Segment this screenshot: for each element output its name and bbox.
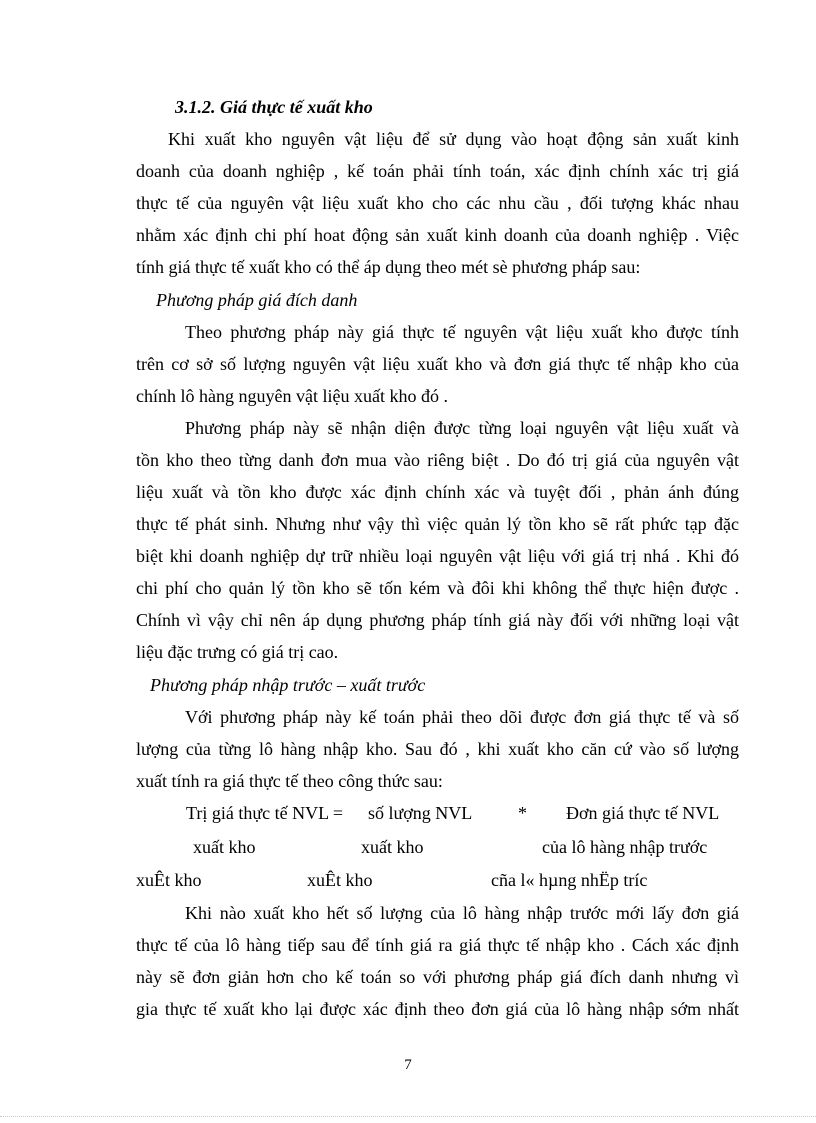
formula-row1-right: Đơn giá thực tế NVL xyxy=(566,803,720,823)
method1-title: Phương pháp giá đích danh xyxy=(156,290,358,310)
method1-para1-line-3: chính lô hàng nguyên vật liệu xuất kho đó . xyxy=(136,386,448,406)
page-bottom-divider xyxy=(0,1116,816,1117)
intro-line-4: nhằm xác định chi phí hoat động sản xuất kinh doanh của doanh nghiệp . Việc xyxy=(136,225,739,245)
formula-multiply-sign: * xyxy=(518,803,527,823)
method1-para2-line-7: Chính vì vậy chỉ nên áp dụng phương pháp tính giá này đối với những loại vật xyxy=(136,610,739,630)
method2-para2-line-3: này sẽ đơn giản hơn cho kế toán so với phương pháp giá đích danh nhưng vì xyxy=(136,967,739,987)
formula-row2-right: của lô hàng nhập trước xyxy=(542,837,708,857)
formula-row1-middle: số lượng NVL xyxy=(368,803,473,823)
method1-para2-line-8: liệu đặc trưng có giá trị cao. xyxy=(136,642,339,662)
method2-para2-line-1: Khi nào xuất kho hết số lượng của lô hàng nhập trước mới lấy đơn giá xyxy=(185,903,739,923)
intro-line-1: Khi xuất kho nguyên vật liệu để sử dụng vào hoạt động sản xuất kinh xyxy=(168,129,739,149)
formula-row3-middle: xuÊt kho xyxy=(307,870,373,890)
method1-para1-line-1: Theo phương pháp này giá thực tế nguyên vật liệu xuất kho được tính xyxy=(185,322,739,342)
method2-para1-line-1: Với phương pháp này kế toán phải theo dõi được đơn giá thực tế và số xyxy=(185,707,739,727)
section-heading: 3.1.2. Giá thực tế xuất kho xyxy=(175,97,373,117)
method2-para2-line-2: thực tế của lô hàng tiếp sau để tính giá ra giá thực tế nhập kho . Cách xác định xyxy=(136,935,739,955)
method2-para1-line-2: lượng của từng lô hàng nhập kho. Sau đó , khi xuất kho căn cứ vào số lượng xyxy=(136,739,739,759)
method2-para1-line-3: xuất tính ra giá thực tế theo công thức sau: xyxy=(136,771,443,791)
formula-row1-left: Trị giá thực tế NVL = xyxy=(186,803,344,823)
formula-row3-left: xuÊt kho xyxy=(136,870,202,890)
method2-title: Phương pháp nhập trước – xuất trước xyxy=(150,675,426,695)
method1-para1-line-2: trên cơ sở số lượng nguyên vật liệu xuất kho và đơn giá thực tế nhập kho của xyxy=(136,354,739,374)
formula-row2-middle: xuất kho xyxy=(361,837,424,857)
method1-para2-line-2: tồn kho theo từng danh đơn mua vào riêng biệt . Do đó trị giá của nguyên vật xyxy=(136,450,739,470)
method1-para2-line-1: Phương pháp này sẽ nhận diện được từng loại nguyên vật liệu xuất và xyxy=(185,418,739,438)
method1-para2-line-6: chi phí cho quản lý tồn kho sẽ tốn kém và đôi khi không thể thực hiện được . xyxy=(136,578,739,598)
formula-row2-left: xuất kho xyxy=(193,837,256,857)
intro-line-3: thực tế của nguyên vật liệu xuất kho cho các nhu cầu , đối tượng khác nhau xyxy=(136,193,739,213)
method1-para2-line-5: biệt khi doanh nghiệp dự trữ nhiều loại nguyên vật liệu với giá trị nhá . Khi đó xyxy=(136,546,739,566)
formula-row3-right: cña l« hµng nhËp tríc xyxy=(491,870,648,890)
intro-line-5: tính giá thực tế xuất kho có thể áp dụng theo mét sè phương pháp sau: xyxy=(136,257,641,277)
intro-line-2: doanh của doanh nghiệp , kế toán phải tính toán, xác định chính xác trị giá xyxy=(136,161,739,181)
method1-para2-line-3: liệu xuất và tồn kho được xác định chính xác và tuyệt đối , phản ánh đúng xyxy=(136,482,739,502)
method2-para2-line-4: gia thực tế xuất kho lại được xác định theo đơn giá của lô hàng nhập sớm nhất xyxy=(136,999,739,1019)
page-number: 7 xyxy=(404,1057,412,1073)
method1-para2-line-4: thực tế phát sinh. Nhưng như vậy thì việc quản lý tồn kho sẽ rất phức tạp đặc xyxy=(136,514,739,534)
